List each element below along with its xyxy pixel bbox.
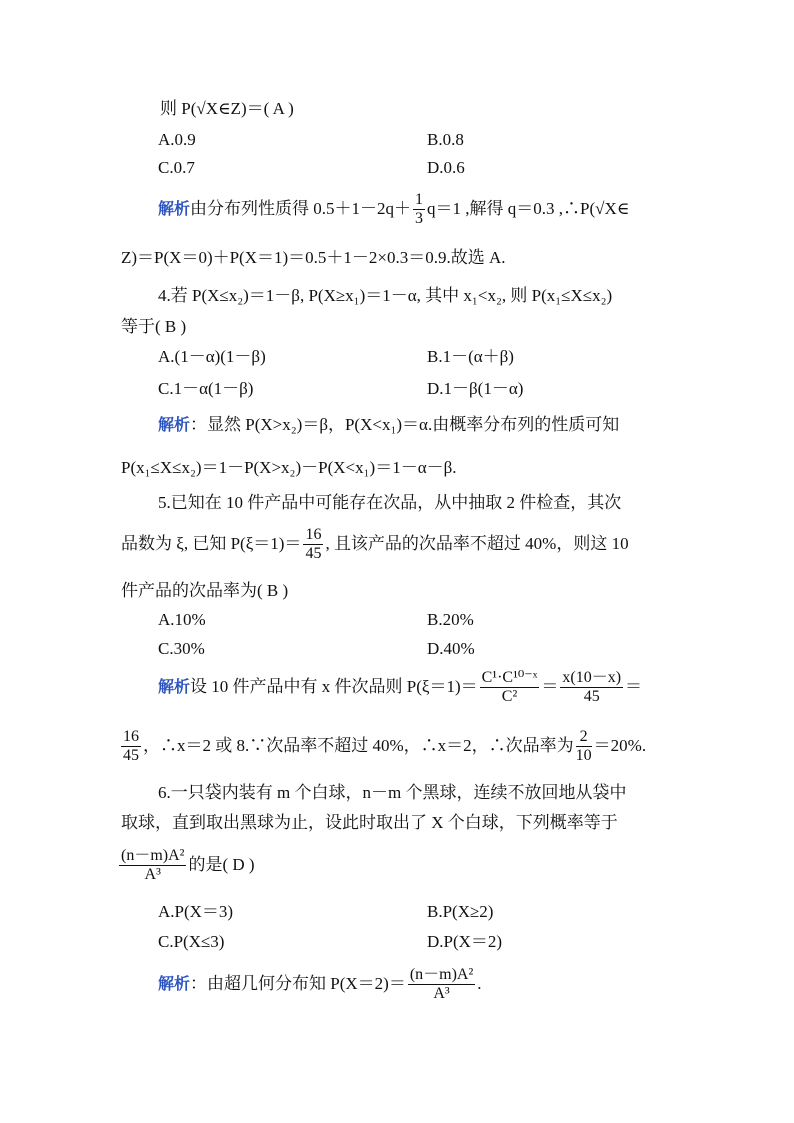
fraction-denominator: 10 [575, 746, 592, 764]
q3-analysis-line1 [158, 186, 629, 232]
q4-option-d: D.1－β(1－α) [427, 379, 524, 398]
q4-analysis-text: ：显然 P(X>x₂)＝β，P(X<x₁)＝α.由概率分布列的性质可知 [190, 415, 620, 434]
q6-stem-line2: 取球，直到取出黑球为止，设此时取出了 X 个白球，下列概率等于 [121, 813, 618, 832]
q3-stem: 则 P(√X∈Z)＝( A ) [160, 99, 294, 118]
q3-analysis-text-b: q＝1 ,解得 q＝0.3 ,∴P(√X∈ [427, 199, 630, 218]
q3-analysis-text-a: 由分布列性质得 0.5＋1－2q＋ [190, 199, 412, 218]
analysis-label: 解析 [158, 415, 191, 434]
q5-fraction-2-10 [576, 728, 592, 765]
q6-option-d: D.P(X＝2) [427, 932, 503, 951]
fraction-numerator: x(10－x) [562, 668, 622, 686]
q6-analysis-text: ：由超几何分布知 P(X＝2)＝ [190, 974, 406, 993]
q5-analysis-text-c: ＝20%. [593, 736, 647, 755]
q4-stem-line1: 4.若 P(X≤x₂)＝1－β, P(X≥x₁)＝1－α, 其中 x₁<x₂, 则 P(x₁≤X≤x₂) [158, 286, 613, 305]
q5-option-d: D.40% [427, 639, 475, 658]
fraction-numerator: 16 [305, 525, 322, 543]
q5-stem-line1: 5.已知在 10 件产品中可能存在次品，从中抽取 2 件检查，其次 [158, 493, 622, 512]
fraction-numerator: 2 [576, 728, 592, 747]
fraction-numerator: (n－m)A² [409, 965, 474, 983]
q6-fraction-analysis [408, 966, 475, 1003]
q6-stem-text-b: 的是( D ) [188, 855, 255, 874]
q5-option-c: C.30% [158, 639, 205, 658]
q5-fraction-x10-x-45 [560, 669, 623, 706]
q6-option-c: C.P(X≤3) [158, 932, 225, 951]
q4-analysis-line1 [158, 414, 619, 436]
q6-stem-line1: 6.一只袋内装有 m 个白球，n－m 个黑球，连续不放回地从袋中 [158, 783, 627, 802]
fraction-numerator: 16 [123, 727, 139, 745]
q6-fraction-stem [119, 847, 186, 884]
q6-analysis-end: . [477, 974, 482, 993]
q6-analysis-line [158, 961, 482, 1007]
q4-option-c: C.1－α(1－β) [158, 379, 254, 398]
q4-stem-line2: 等于( B ) [121, 317, 187, 336]
q3-fraction-one-third [413, 191, 425, 228]
analysis-label: 解析 [158, 677, 191, 696]
q5-stem-line2 [121, 521, 629, 567]
fraction-denominator: A³ [433, 984, 450, 1002]
q4-analysis-line2: P(x₁≤X≤x₂)＝1－P(X>x₂)－P(X<x₁)＝1－α－β. [121, 458, 457, 477]
fraction-numerator: (n－m)A² [121, 846, 185, 864]
fraction-denominator: 3 [415, 209, 424, 227]
fraction-denominator: 45 [583, 687, 600, 705]
fraction-denominator: 45 [123, 746, 139, 764]
q5-analysis-line2 [121, 723, 646, 769]
q5-stem-text-b: , 且该产品的次品率不超过 40%，则这 10 [325, 534, 629, 553]
fraction-numerator: C¹·C¹⁰⁻ˣ [481, 668, 538, 686]
q3-analysis-line2: Z)＝P(X＝0)＋P(X＝1)＝0.5＋1－2×0.3＝0.9.故选 A. [121, 248, 506, 267]
q6-option-b: B.P(X≥2) [427, 902, 494, 921]
q6-option-a: A.P(X＝3) [158, 902, 234, 921]
q5-fraction-combination [480, 669, 540, 706]
q5-fraction-16-45-result [121, 728, 141, 765]
q5-stem-line3: 件产品的次品率为( B ) [121, 581, 289, 600]
fraction-denominator: A³ [144, 865, 161, 883]
q3-option-c: C.0.7 [158, 158, 195, 177]
q3-option-a: A.0.9 [158, 130, 196, 149]
q6-stem-line3 [119, 842, 255, 888]
fraction-denominator: 45 [305, 544, 322, 562]
fraction-numerator: 1 [415, 190, 424, 208]
q4-option-b: B.1－(α＋β) [427, 347, 514, 366]
equals-sign: ＝ [625, 677, 643, 696]
q5-option-a: A.10% [158, 610, 206, 629]
q5-option-b: B.20% [427, 610, 474, 629]
q5-analysis-text-a: 设 10 件产品中有 x 件次品则 P(ξ＝1)＝ [190, 677, 478, 696]
q5-analysis-text-b: ，∴x＝2 或 8.∵次品率不超过 40%，∴x＝2，∴次品率为 [143, 736, 574, 755]
q5-stem-text-a: 品数为 ξ, 已知 P(ξ＝1)＝ [121, 534, 302, 553]
equals-sign: ＝ [541, 677, 559, 696]
fraction-denominator: C² [501, 687, 518, 705]
q5-analysis-line1 [158, 664, 642, 710]
analysis-label: 解析 [158, 974, 191, 993]
q4-option-a: A.(1－α)(1－β) [158, 347, 266, 366]
analysis-label: 解析 [158, 199, 191, 218]
q5-fraction-16-45 [303, 526, 323, 563]
q3-option-b: B.0.8 [427, 130, 464, 149]
q3-option-d: D.0.6 [427, 158, 465, 177]
